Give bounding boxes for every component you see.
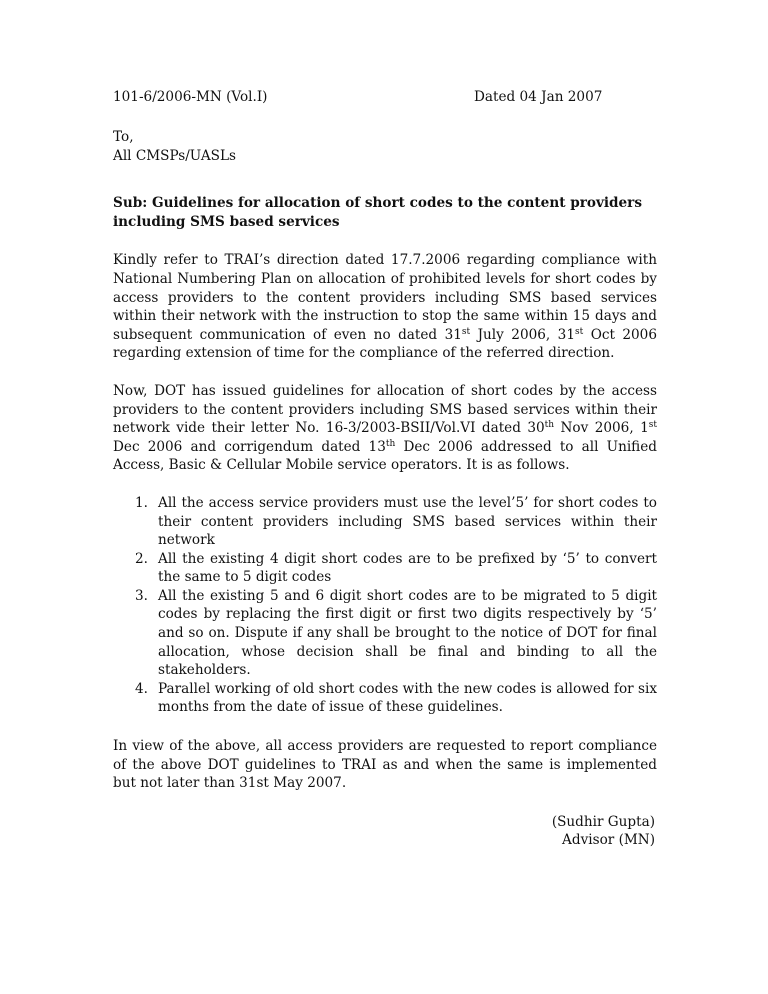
para1-sup-2: st [574, 326, 584, 337]
closing-paragraph: In view of the above, all access providers are requested to report compliance of the above DOT guidelines to TRAI as and when the same is implemented but not later than 31st May 2007. [113, 738, 657, 792]
list-item-text: All the access service providers must use the level’5’ for short codes to their content providers including SMS based services within their network [158, 494, 657, 549]
list-item-number: 3. [135, 587, 148, 604]
list-item-number: 4. [135, 680, 148, 697]
address-to: To, [113, 129, 134, 145]
signature-block [113, 813, 655, 850]
para2-text-b: Nov 2006, 1 [554, 420, 649, 437]
para1-text-c: Oct 2006 regarding extension of time for the compliance of the referred direction. [113, 326, 657, 362]
guidelines-list [113, 494, 657, 717]
para2-sup-2: st [648, 420, 657, 431]
subject-line-1: Sub: Guidelines for allocation of short codes to the content providers [113, 195, 642, 212]
list-item-text: All the existing 4 digit short codes are to be prefixed by ‘5’ to convert the same to 5 digit codes [158, 550, 657, 586]
para2-text-d: Dec 2006 addressed to all Unified Access, Basic & Cellular Mobile service operators. It is as follows. [113, 438, 657, 474]
signatory-title: Advisor (MN) [562, 832, 655, 849]
para2-text-a: Now, DOT has issued guidelines for allocation of short codes by the access providers to the content providers including SMS based services within their network vide their letter No. 16-3/2003-BSII/Vol.VI dated 30 [113, 382, 657, 437]
paragraph-reference [113, 251, 657, 363]
list-item-text: All the existing 5 and 6 digit short codes are to be migrated to 5 digit codes by replacing the first digit or first two digits respectively by ‘5’ and so on. Dispute if any shall be brought to the notice of DOT for final allocation, whose decision shall be final and binding to all the stakeholders. [158, 587, 657, 679]
list-item [113, 550, 657, 587]
para2-text-c: Dec 2006 and corrigendum dated 13 [113, 438, 386, 455]
list-item-number: 1. [135, 494, 148, 511]
list-item [113, 494, 657, 550]
subject-line-2: including SMS based services [113, 213, 340, 230]
para1-sup-1: st [461, 326, 471, 337]
para2-sup-3: th [385, 438, 396, 449]
list-item-number: 2. [135, 550, 148, 567]
address-block [113, 128, 657, 165]
letter-page [113, 88, 657, 850]
paragraph-dot-guidelines [113, 382, 657, 475]
list-item [113, 680, 657, 717]
subject-line [113, 194, 657, 231]
letter-date: Dated 04 Jan 2007 [474, 89, 603, 105]
list-item-text: Parallel working of old short codes with the new codes is allowed for six months from the date of issue of these guidelines. [158, 680, 657, 716]
signatory-name: (Sudhir Gupta) [551, 813, 655, 830]
list-item [113, 587, 657, 680]
reference-line [113, 88, 657, 107]
reference-number: 101-6/2006-MN (Vol.I) [113, 89, 268, 105]
para1-text-a: Kindly refer to TRAI’s direction dated 17.7.2006 regarding compliance with National Numbering Plan on allocation of prohibited levels for short codes by access providers to the content providers including SMS based services within their network with the instruction to stop the same within 15 days and subsequent communication of even no dated 31 [113, 252, 657, 343]
address-recipients: All CMSPs/UASLs [113, 147, 236, 164]
para2-sup-1: th [544, 420, 555, 431]
para1-text-b: July 2006, 31 [470, 326, 575, 343]
